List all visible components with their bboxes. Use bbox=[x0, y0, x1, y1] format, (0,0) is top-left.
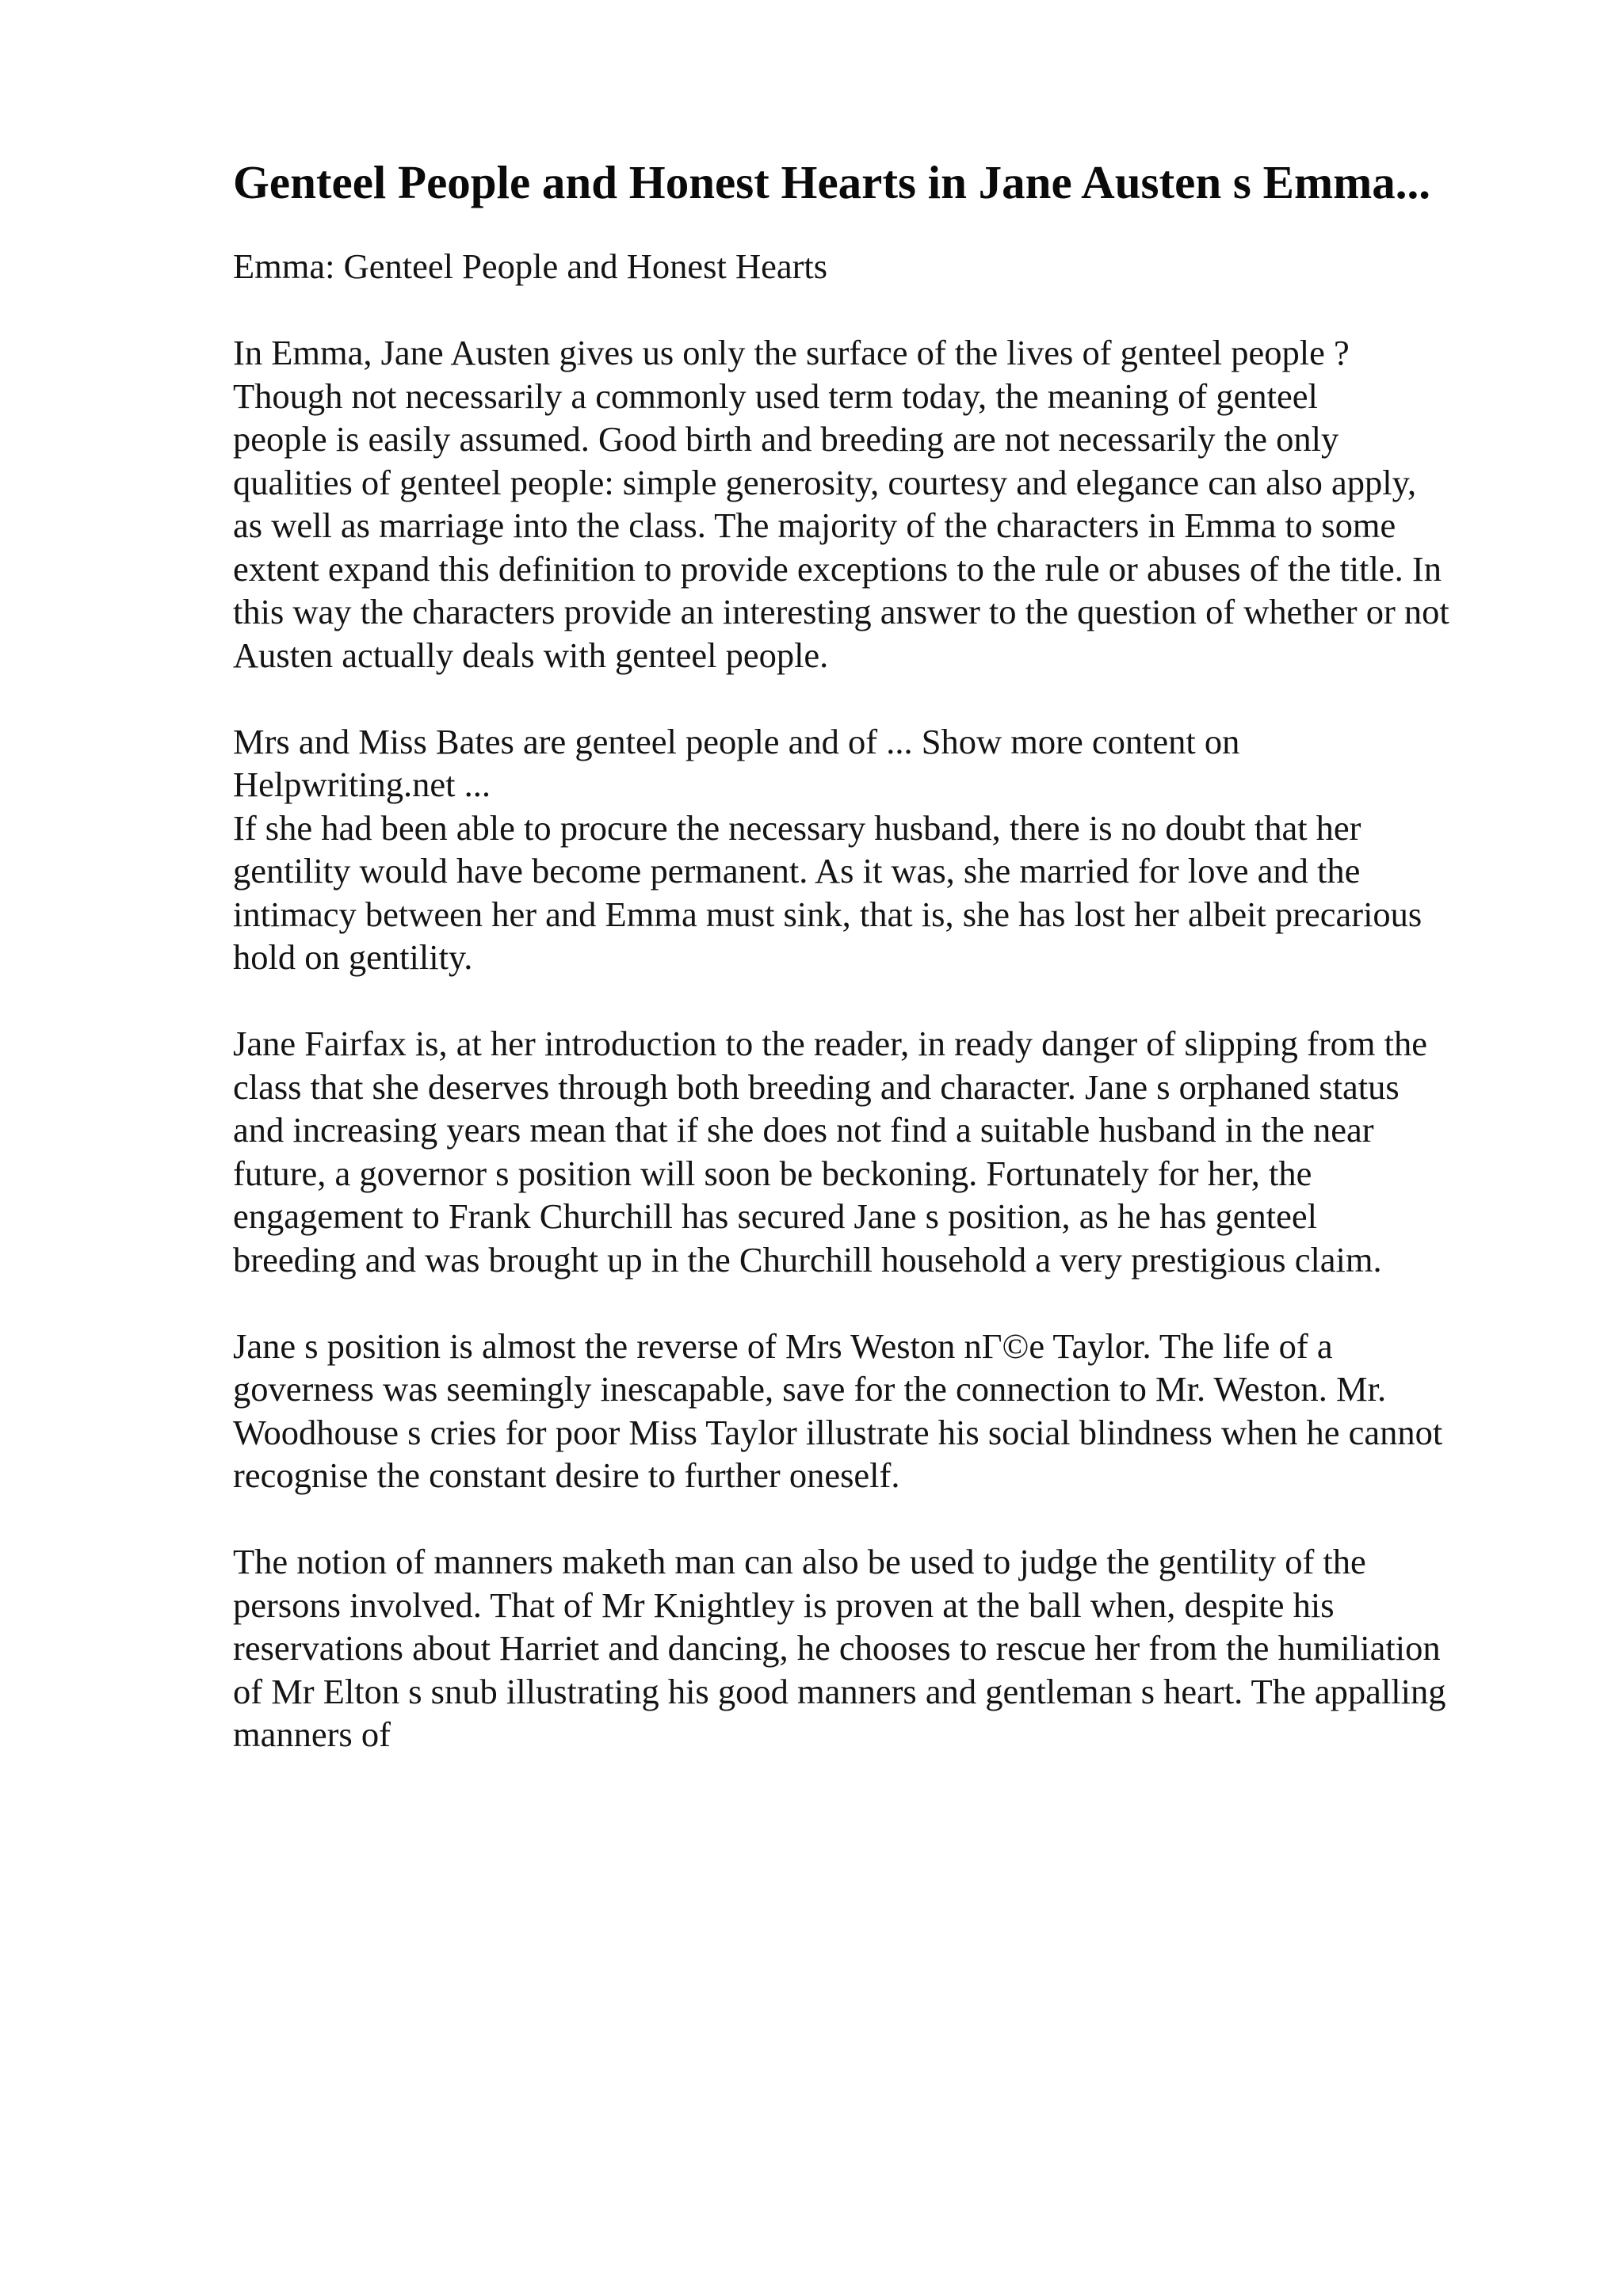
paragraph-jane-fairfax bbox=[233, 1022, 1549, 1281]
paragraph-line: In Emma, Jane Austen gives us only the surface of the lives of genteel people ? bbox=[233, 333, 1350, 372]
document-title: Genteel People and Honest Hearts in Jane Austen s Emma... bbox=[233, 156, 1431, 208]
subtitle-line: Emma: Genteel People and Honest Hearts bbox=[233, 246, 828, 286]
paragraph-line: as well as marriage into the class. The majority of the characters in Emma to some bbox=[233, 505, 1396, 545]
paragraph-line: people is easily assumed. Good birth and breeding are not necessarily the only bbox=[233, 419, 1339, 459]
paragraph-line: of Mr Elton s snub illustrating his good manners and gentleman s heart. The appalling bbox=[233, 1671, 1446, 1711]
paragraph-line: Woodhouse s cries for poor Miss Taylor illustrate his social blindness when he cannot bbox=[233, 1412, 1443, 1452]
paragraph-line: breeding and was brought up in the Churchill household a very prestigious claim. bbox=[233, 1239, 1382, 1280]
paragraph-line: Austen actually deals with genteel people. bbox=[233, 635, 829, 675]
paragraph-line: gentility would have become permanent. As it was, she married for love and the bbox=[233, 851, 1361, 891]
paragraph-line: Jane Fairfax is, at her introduction to the reader, in ready danger of slipping from the bbox=[233, 1024, 1428, 1063]
paragraph-bates-teaser bbox=[233, 720, 1549, 807]
paragraph-mrs-weston bbox=[233, 1325, 1549, 1497]
paragraph-line: engagement to Frank Churchill has secured Jane s position, as he has genteel bbox=[233, 1196, 1318, 1236]
paragraph-intro bbox=[233, 331, 1549, 677]
paragraph-line: class that she deserves through both breeding and character. Jane s orphaned status bbox=[233, 1066, 1400, 1107]
paragraph-line: hold on gentility. bbox=[233, 937, 473, 977]
paragraph-line: extent expand this definition to provide exceptions to the rule or abuses of the title. In bbox=[233, 548, 1442, 589]
paragraph-line: Helpwriting.net ... bbox=[233, 765, 491, 804]
paragraph-line: reservations about Harriet and dancing, he chooses to rescue her from the humiliation bbox=[233, 1628, 1441, 1668]
paragraph-line: recognise the constant desire to further oneself. bbox=[233, 1455, 900, 1495]
subtitle-paragraph bbox=[233, 245, 1549, 288]
paragraph-line: persons involved. That of Mr Knightley is proven at the ball when, despite his bbox=[233, 1585, 1335, 1625]
paragraph-gentility bbox=[233, 807, 1549, 979]
document-body bbox=[233, 245, 1549, 1756]
paragraph-line: manners of bbox=[233, 1714, 391, 1754]
paragraph-line: and increasing years mean that if she does not find a suitable husband in the near bbox=[233, 1110, 1374, 1150]
paragraph-line: Jane s position is almost the reverse of Mrs Weston nΓ©e Taylor. The life of a bbox=[233, 1325, 1333, 1366]
paragraph-line: future, a governor s position will soon be beckoning. Fortunately for her, the bbox=[233, 1153, 1312, 1193]
paragraph-manners bbox=[233, 1540, 1549, 1756]
paragraph-line: The notion of manners maketh man can also be used to judge the gentility of the bbox=[233, 1542, 1366, 1581]
paragraph-line: this way the characters provide an interesting answer to the question of whether or not bbox=[233, 592, 1449, 631]
paragraph-line: intimacy between her and Emma must sink, that is, she has lost her albeit precarious bbox=[233, 894, 1423, 934]
paragraph-line: Mrs and Miss Bates are genteel people and of ... Show more content on bbox=[233, 721, 1240, 761]
paragraph-line: Though not necessarily a commonly used term today, the meaning of genteel bbox=[233, 376, 1318, 416]
paragraph-line: governess was seemingly inescapable, save for the connection to Mr. Weston. Mr. bbox=[233, 1369, 1387, 1409]
paragraph-line: qualities of genteel people: simple generosity, courtesy and elegance can also apply, bbox=[233, 462, 1417, 502]
paragraph-line: If she had been able to procure the necessary husband, there is no doubt that her bbox=[233, 807, 1361, 848]
